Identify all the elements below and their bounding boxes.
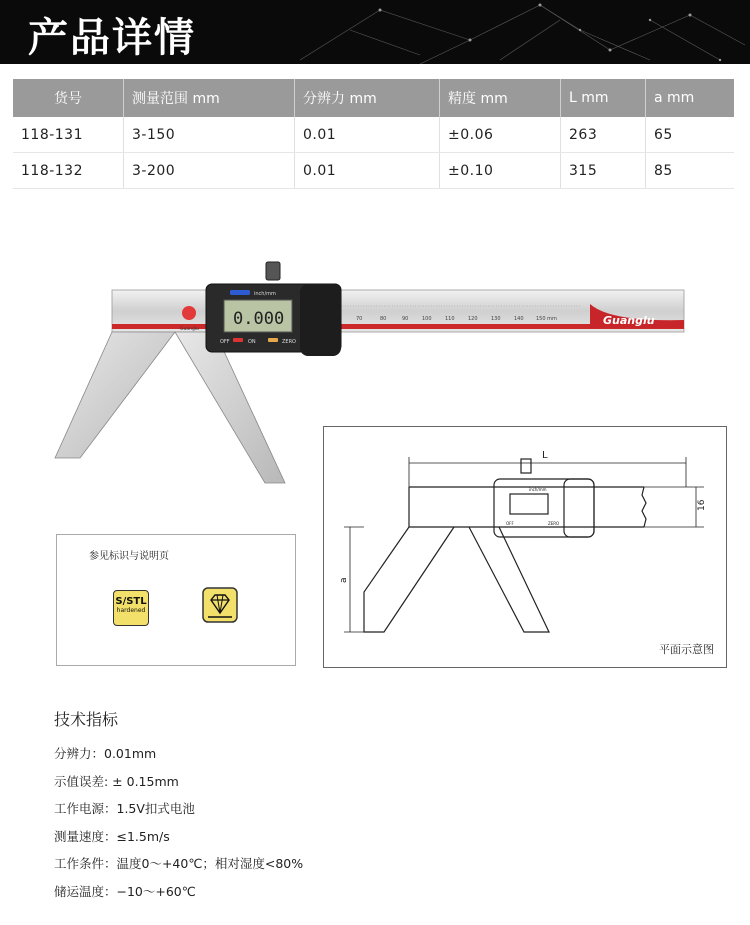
cell-resolution: 0.01 (295, 117, 440, 153)
stainless-steel-badge (113, 590, 149, 626)
scale-tick-label: 70 (356, 316, 363, 322)
brand-logo-icon (182, 306, 196, 320)
col-header-a: a mm (646, 79, 735, 117)
cell-range: 3-200 (124, 153, 295, 189)
schematic-drawing (324, 427, 726, 667)
table-row (13, 153, 734, 189)
cell-a: 65 (646, 117, 735, 153)
list-item: 工作条件：温度0～+40℃；相对湿度<80% (54, 856, 304, 871)
cell-L: 315 (561, 153, 646, 189)
tech-specs-title: 技术指标 (54, 710, 119, 729)
col-header-range: 测量范围 mm (124, 79, 295, 117)
dim-a-label: a (339, 577, 349, 583)
symbols-box (56, 534, 296, 666)
col-header-L: L mm (561, 79, 646, 117)
dim-16-label: 16 (697, 499, 707, 511)
dim-L-label: L (542, 450, 548, 461)
page-title: 产品详情 (28, 15, 196, 61)
cell-L: 263 (561, 117, 646, 153)
on-label: ON (248, 339, 256, 345)
badge-line1: S/STL (115, 596, 147, 607)
scale-tick-label: 120 (468, 316, 478, 322)
header-banner (0, 0, 750, 64)
cell-accuracy: ±0.06 (440, 117, 561, 153)
cell-item-no: 118-131 (13, 117, 124, 153)
list-item: 示值误差: ± 0.15mm (54, 773, 179, 789)
scale-tick-label: 110 (445, 316, 455, 322)
symbols-title: 参见标识与说明页 (89, 551, 169, 562)
mini-zero-label: ZERO (548, 521, 560, 526)
col-header-accuracy: 精度 mm (440, 79, 561, 117)
cell-a: 85 (646, 153, 735, 189)
zero-button (268, 338, 278, 342)
off-label: OFF (220, 339, 230, 345)
col-header-resolution: 分辨力 mm (295, 79, 440, 117)
list-item: 测量速度：≤1.5m/s (54, 828, 170, 844)
unit-label: inch/mm (254, 291, 276, 297)
off-on-button (233, 338, 243, 342)
cell-accuracy: ±0.10 (440, 153, 561, 189)
list-item: 储运温度：−10～+60℃ (54, 883, 196, 899)
mini-off-label: OFF (506, 521, 514, 526)
cell-resolution: 0.01 (295, 153, 440, 189)
spec-table (13, 79, 734, 189)
list-item: 工作电源：1.5V扣式电池 (54, 801, 195, 816)
cell-range: 3-150 (124, 117, 295, 153)
scale-tick-label: 150 mm (536, 316, 557, 322)
mini-unit-label: inch/mm (529, 487, 547, 492)
col-header-item-no: 货号 (13, 79, 124, 117)
table-header-row (13, 79, 734, 117)
scale-tick-label: 130 (491, 316, 501, 322)
brand-name: Guanglu (603, 314, 655, 327)
badge-line2: hardened (116, 607, 146, 614)
diamond-icon (202, 587, 238, 623)
scale-tick-label: 80 (380, 316, 387, 322)
scale-tick-label: 100 (422, 316, 432, 322)
schematic-drawing-box (323, 426, 727, 668)
table-row (13, 117, 734, 153)
scale-tick-label: 140 (514, 316, 524, 322)
cell-item-no: 118-132 (13, 153, 124, 189)
tech-specs-list (54, 744, 303, 909)
lcd-display-value: 0.000 (233, 309, 285, 329)
drawing-caption: 平面示意图 (659, 643, 714, 656)
list-item: 分辨力：0.01mm (54, 746, 157, 761)
logo-text: Guanglu (180, 327, 199, 332)
unit-button (230, 290, 250, 295)
scale-tick-label: 90 (402, 316, 409, 322)
zero-label: ZERO (282, 339, 296, 345)
